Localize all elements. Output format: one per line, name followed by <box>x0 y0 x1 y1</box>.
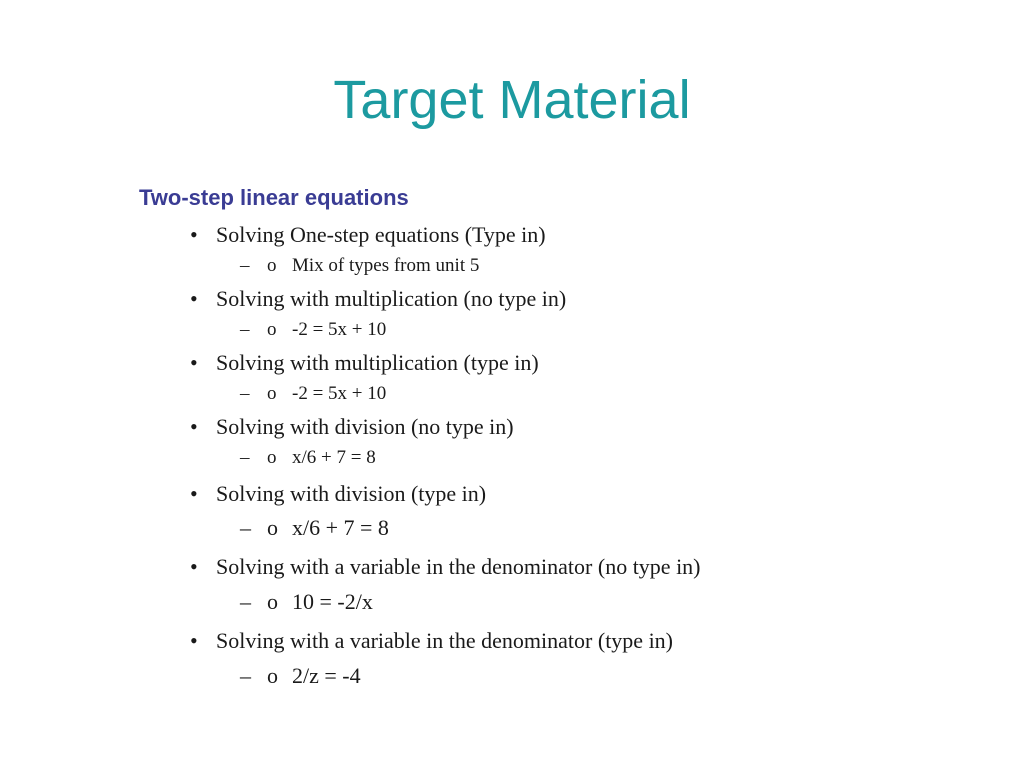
circle-marker: o <box>267 589 278 614</box>
bullet-marker: • <box>190 222 198 247</box>
list-item-label: Solving One-step equations (Type in) <box>216 222 546 247</box>
list-item <box>190 348 539 378</box>
sub-item <box>240 253 479 279</box>
sub-item-text: -2 = 5x + 10 <box>292 319 387 340</box>
dash-marker: – <box>240 447 250 468</box>
list-item <box>190 412 514 442</box>
circle-marker: o <box>267 447 277 468</box>
dash-marker: – <box>240 515 251 540</box>
dash-marker: – <box>240 383 250 404</box>
list-item-label: Solving with a variable in the denominator (no type in) <box>216 554 701 579</box>
sub-item <box>240 381 386 407</box>
circle-marker: o <box>267 515 278 540</box>
list-item-label: Solving with multiplication (type in) <box>216 350 539 375</box>
dash-marker: – <box>240 589 251 614</box>
list-item <box>190 284 566 314</box>
bullet-marker: • <box>190 481 198 506</box>
sub-item-text: 2/z = -4 <box>292 663 361 688</box>
list-item-label: Solving with a variable in the denominator (type in) <box>216 628 674 653</box>
bullet-marker: • <box>190 350 198 375</box>
circle-marker: o <box>267 383 277 404</box>
sub-item <box>240 445 376 471</box>
bullet-marker: • <box>190 628 198 653</box>
circle-marker: o <box>267 255 277 276</box>
circle-marker: o <box>267 663 278 688</box>
sub-item-text: x/6 + 7 = 8 <box>292 515 389 540</box>
bullet-marker: • <box>190 286 198 311</box>
sub-item-text: Mix of types from unit 5 <box>292 255 480 276</box>
list-item-label: Solving with multiplication (no type in) <box>216 286 567 311</box>
dash-marker: – <box>240 319 250 340</box>
list-item <box>190 552 701 582</box>
sub-item <box>240 661 361 691</box>
list-item <box>190 220 546 250</box>
bullet-marker: • <box>190 414 198 439</box>
sub-item <box>240 317 386 343</box>
sub-item <box>240 587 373 617</box>
circle-marker: o <box>267 319 277 340</box>
list-item <box>190 479 486 509</box>
slide-title: Target Material <box>333 70 691 130</box>
dash-marker: – <box>240 663 251 688</box>
list-item-label: Solving with division (type in) <box>216 481 487 506</box>
list-item-label: Solving with division (no type in) <box>216 414 514 439</box>
bullet-marker: • <box>190 554 198 579</box>
dash-marker: – <box>240 255 250 276</box>
sub-item-text: x/6 + 7 = 8 <box>292 447 376 468</box>
section-heading: Two-step linear equations <box>139 185 409 210</box>
sub-item-text: -2 = 5x + 10 <box>292 383 387 404</box>
sub-item-text: 10 = -2/x <box>292 589 373 614</box>
list-item <box>190 626 673 656</box>
sub-item <box>240 513 389 543</box>
